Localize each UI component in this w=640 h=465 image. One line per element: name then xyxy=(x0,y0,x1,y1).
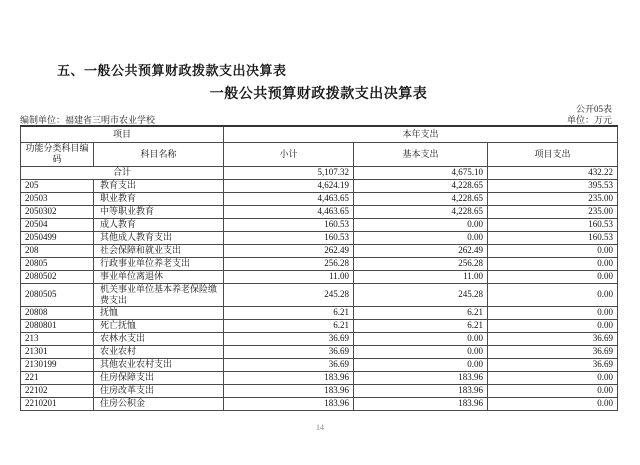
row-subject-name: 抚恤 xyxy=(94,306,224,319)
row-subtotal: 245.28 xyxy=(224,283,354,306)
row-project-expenditure: 0.00 xyxy=(488,244,618,257)
row-code: 2130199 xyxy=(21,358,94,371)
table-code-label: 公开05表 xyxy=(575,104,612,114)
header-col-code: 功能分类科目编码 xyxy=(21,142,94,166)
total-row xyxy=(21,166,618,179)
row-subtotal: 256.28 xyxy=(224,257,354,270)
row-subtotal: 4,463.65 xyxy=(224,205,354,218)
row-subtotal: 183.96 xyxy=(224,384,354,397)
header-cols-row xyxy=(21,142,618,166)
row-subject-name: 住房保障支出 xyxy=(94,371,224,384)
row-basic-expenditure: 256.28 xyxy=(354,257,488,270)
row-subject-name: 住房公积金 xyxy=(94,397,224,410)
table-row xyxy=(21,205,618,218)
expenditure-table xyxy=(20,125,618,411)
unit-label: 单位：万元 xyxy=(566,115,612,125)
header-group-row xyxy=(21,126,618,142)
row-code: 2050499 xyxy=(21,231,94,244)
row-subtotal: 36.69 xyxy=(224,345,354,358)
row-basic-expenditure: 183.96 xyxy=(354,397,488,410)
row-subtotal: 4,463.65 xyxy=(224,192,354,205)
row-basic-expenditure: 6.21 xyxy=(354,319,488,332)
section-heading: 五、一般公共预算财政拨款支出决算表 xyxy=(57,63,287,78)
row-code: 2080502 xyxy=(21,270,94,283)
row-project-expenditure: 0.00 xyxy=(488,397,618,410)
row-basic-expenditure: 6.21 xyxy=(354,306,488,319)
row-code: 2080505 xyxy=(21,283,94,306)
row-project-expenditure: 235.00 xyxy=(488,205,618,218)
row-code: 20805 xyxy=(21,257,94,270)
row-basic-expenditure: 0.00 xyxy=(354,332,488,345)
prepared-by-label: 编制单位：福建省三明市农业学校 xyxy=(20,115,156,125)
header-col-basic: 基本支出 xyxy=(354,142,488,166)
row-project-expenditure: 0.00 xyxy=(488,371,618,384)
row-subject-name: 其他成人教育支出 xyxy=(94,231,224,244)
row-subject-name: 中等职业教育 xyxy=(94,205,224,218)
row-basic-expenditure: 4,228.65 xyxy=(354,192,488,205)
table-row xyxy=(21,397,618,410)
row-subtotal: 6.21 xyxy=(224,319,354,332)
row-subject-name: 农林水支出 xyxy=(94,332,224,345)
table-row xyxy=(21,218,618,231)
row-subtotal: 11.00 xyxy=(224,270,354,283)
row-subtotal: 183.96 xyxy=(224,397,354,410)
row-project-expenditure: 36.69 xyxy=(488,358,618,371)
table-row xyxy=(21,192,618,205)
row-project-expenditure: 160.53 xyxy=(488,231,618,244)
row-subject-name: 成人教育 xyxy=(94,218,224,231)
row-project-expenditure: 235.00 xyxy=(488,192,618,205)
row-subtotal: 6.21 xyxy=(224,306,354,319)
row-subject-name: 事业单位离退休 xyxy=(94,270,224,283)
header-group-project: 项目 xyxy=(21,126,224,142)
row-subject-name: 死亡抚恤 xyxy=(94,319,224,332)
row-code: 2080801 xyxy=(21,319,94,332)
row-basic-expenditure: 4,228.65 xyxy=(354,179,488,192)
table-row xyxy=(21,332,618,345)
row-subtotal: 4,624.19 xyxy=(224,179,354,192)
row-basic-expenditure: 245.28 xyxy=(354,283,488,306)
total-basic: 4,675.10 xyxy=(354,166,488,179)
row-project-expenditure: 0.00 xyxy=(488,270,618,283)
row-code: 2210201 xyxy=(21,397,94,410)
table-row xyxy=(21,319,618,332)
row-project-expenditure: 0.00 xyxy=(488,319,618,332)
row-subtotal: 183.96 xyxy=(224,371,354,384)
row-code: 20504 xyxy=(21,218,94,231)
row-code: 205 xyxy=(21,179,94,192)
row-subject-name: 其他农业农村支出 xyxy=(94,358,224,371)
row-project-expenditure: 0.00 xyxy=(488,283,618,306)
row-basic-expenditure: 183.96 xyxy=(354,371,488,384)
row-code: 221 xyxy=(21,371,94,384)
table-row xyxy=(21,257,618,270)
row-project-expenditure: 36.69 xyxy=(488,332,618,345)
table-row xyxy=(21,231,618,244)
table-row xyxy=(21,358,618,371)
row-code: 22102 xyxy=(21,384,94,397)
row-project-expenditure: 0.00 xyxy=(488,384,618,397)
table-row xyxy=(21,244,618,257)
row-basic-expenditure: 183.96 xyxy=(354,384,488,397)
table-row xyxy=(21,345,618,358)
row-subtotal: 160.53 xyxy=(224,231,354,244)
table-row xyxy=(21,384,618,397)
row-subtotal: 36.69 xyxy=(224,358,354,371)
row-basic-expenditure: 0.00 xyxy=(354,358,488,371)
row-subject-name: 机关事业单位基本养老保险缴费支出 xyxy=(94,283,224,306)
row-project-expenditure: 36.69 xyxy=(488,345,618,358)
header-group-current-year: 本年支出 xyxy=(224,126,618,142)
row-subject-name: 教育支出 xyxy=(94,179,224,192)
row-code: 213 xyxy=(21,332,94,345)
row-basic-expenditure: 11.00 xyxy=(354,270,488,283)
row-basic-expenditure: 0.00 xyxy=(354,345,488,358)
row-subject-name: 职业教育 xyxy=(94,192,224,205)
table-title: 一般公共预算财政拨款支出决算表 xyxy=(209,85,428,101)
row-subtotal: 262.49 xyxy=(224,244,354,257)
row-subject-name: 农业农村 xyxy=(94,345,224,358)
row-project-expenditure: 160.53 xyxy=(488,218,618,231)
table-row xyxy=(21,283,618,306)
header-col-project: 项目支出 xyxy=(488,142,618,166)
row-code: 20503 xyxy=(21,192,94,205)
row-subtotal: 36.69 xyxy=(224,332,354,345)
row-basic-expenditure: 4,228.65 xyxy=(354,205,488,218)
row-subject-name: 住房改革支出 xyxy=(94,384,224,397)
table-row xyxy=(21,270,618,283)
row-basic-expenditure: 0.00 xyxy=(354,231,488,244)
row-code: 21301 xyxy=(21,345,94,358)
row-basic-expenditure: 0.00 xyxy=(354,218,488,231)
table-row xyxy=(21,179,618,192)
row-subtotal: 160.53 xyxy=(224,218,354,231)
total-row-label: 合计 xyxy=(21,166,224,179)
row-subject-name: 社会保障和就业支出 xyxy=(94,244,224,257)
total-subtotal: 5,107.32 xyxy=(224,166,354,179)
row-subject-name: 行政事业单位养老支出 xyxy=(94,257,224,270)
header-col-subtotal: 小计 xyxy=(224,142,354,166)
header-col-name: 科目名称 xyxy=(94,142,224,166)
row-code: 2050302 xyxy=(21,205,94,218)
table-row xyxy=(21,306,618,319)
row-project-expenditure: 395.53 xyxy=(488,179,618,192)
row-code: 208 xyxy=(21,244,94,257)
row-code: 20808 xyxy=(21,306,94,319)
row-project-expenditure: 0.00 xyxy=(488,306,618,319)
total-project: 432.22 xyxy=(488,166,618,179)
row-project-expenditure: 0.00 xyxy=(488,257,618,270)
page-number: 14 xyxy=(316,423,324,432)
table-row xyxy=(21,371,618,384)
row-basic-expenditure: 262.49 xyxy=(354,244,488,257)
